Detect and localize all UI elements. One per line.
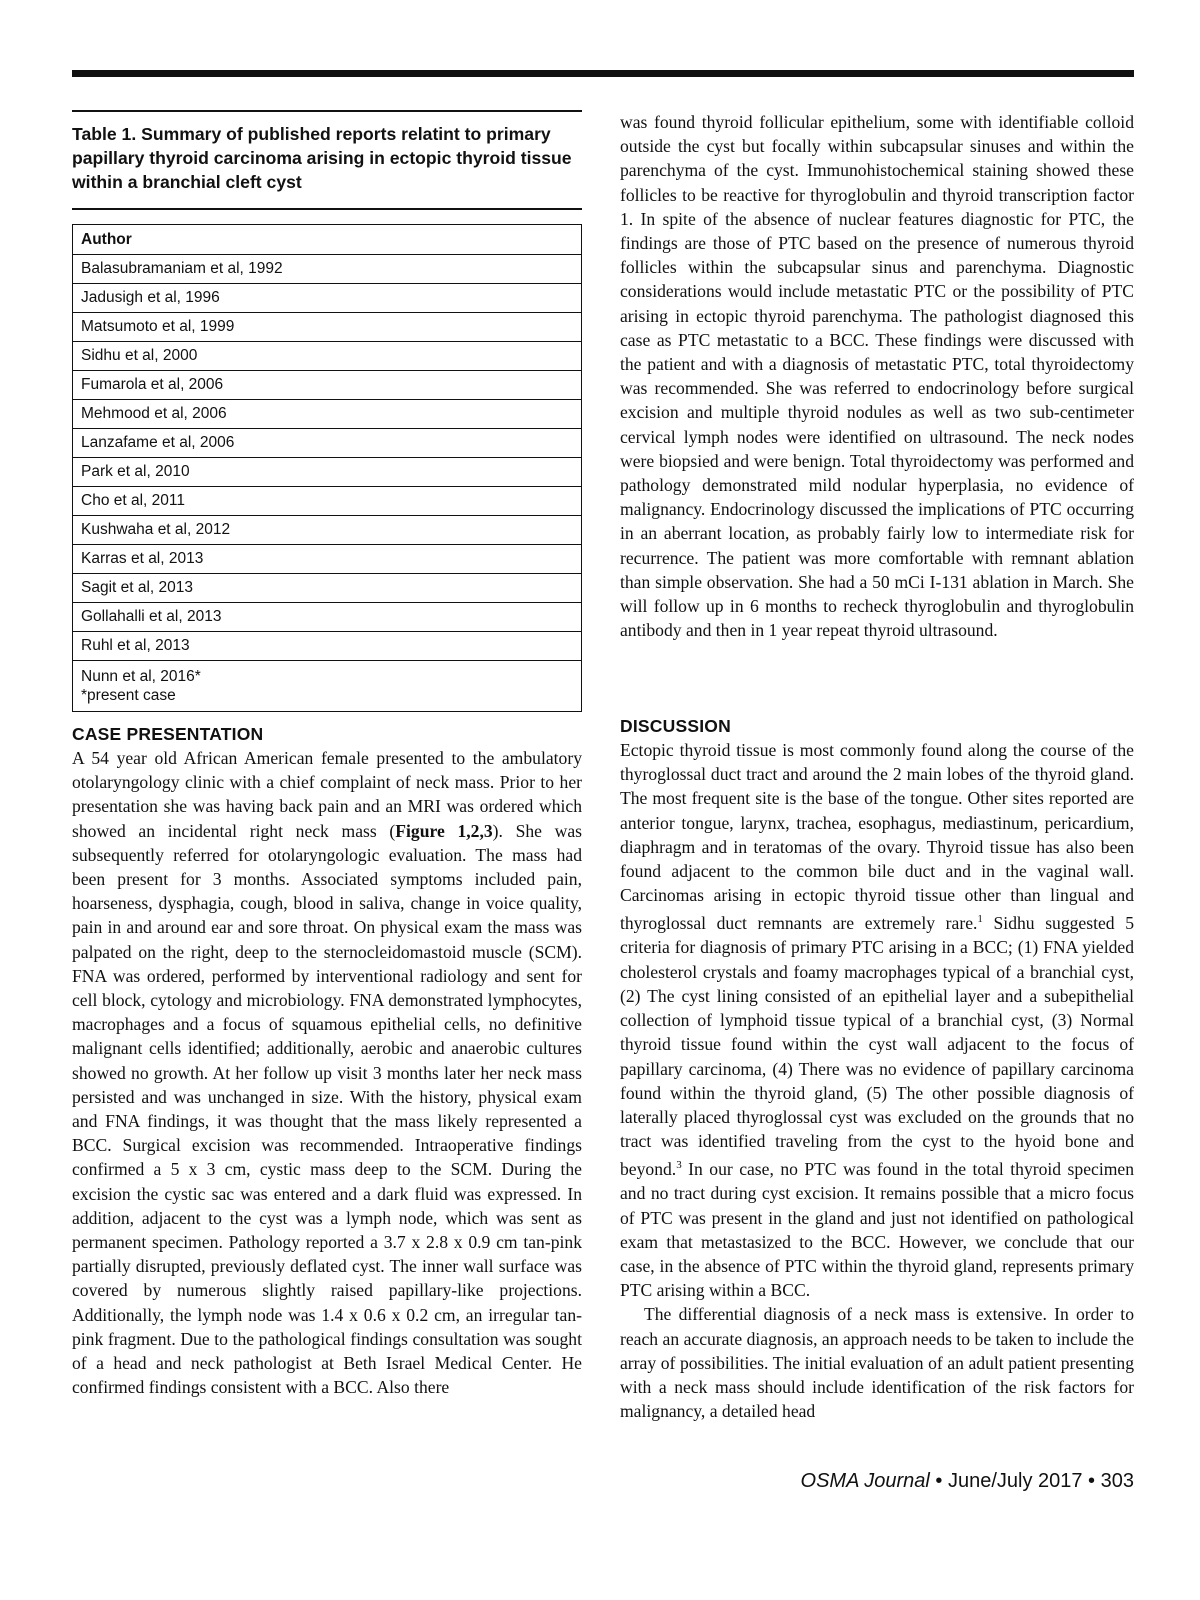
table-row: [73, 342, 582, 371]
table-cell: Kushwaha et al, 2012: [73, 516, 582, 545]
table-row: [73, 632, 582, 661]
table-cell: Gollahalli et al, 2013: [73, 603, 582, 632]
case-presentation-text: [72, 746, 582, 1399]
discussion-text-b: Sidhu suggested 5 criteria for diagnosis of primary PTC arising in a BCC; (1) FNA yielded cholesterol crystals and foamy macrophages typical of a branchial cyst, (2) The cyst lining consisted of an epithelial layer and a subepithelial collection of lymphoid tissue typical of a branchial cyst, (3) Normal thyroid tissue found within the cyst wall adjacent to the focus of papillary carcinoma, (4) There was no evidence of papillary carcinoma found within the thyroid gland, (5) The other possible diagnosis of laterally placed thyroglossal cyst was excluded on the grounds that no tract was identified traveling from the cyst to the hyoid bone and beyond.: [620, 913, 1134, 1180]
table-cell: Sagit et al, 2013: [73, 574, 582, 603]
case-presentation-section: [72, 722, 582, 1399]
discussion-paragraph-2: The differential diagnosis of a neck mass is extensive. In order to reach an accurate diagnosis, an approach needs to be taken to include the array of possibilities. The initial evaluation of an adult patient presenting with a neck mass should include identification of the risk factors for malignancy, a detailed head: [620, 1304, 1134, 1422]
right-column: [620, 110, 1134, 642]
table-row: [73, 516, 582, 545]
case-continuation-text: was found thyroid follicular epithelium, some with identifiable colloid outside the cyst but focally within subcapsular sinuses and within the parenchyma of the cyst. Immunohistochemical staining showed these follicles to be reactive for thyroglobulin and thyroid transcription factor 1. In spite of the absence of nuclear features diagnostic for PTC, the findings are those of PTC based on the presence of numerous thyroid follicles within the subcapsular sinus and parenchyma. Diagnostic considerations would include metastatic PTC or the possibility of PTC arising in ectopic thyroid parenchyma. The pathologist diagnosed this case as PTC metastatic to a BCC. These findings were discussed with the patient and with a diagnosis of metastatic PTC, total thyroidectomy was recommended. She was referred to endocrinology before surgical excision and multiple thyroid nodules as well as two sub-centimeter cervical lymph nodes were identified on ultrasound. The neck nodes were biopsied and were benign. Total thyroidectomy was performed and pathology demonstrated mild nodular hyperplasia, no evidence of malignancy. Endocrinology discussed the implications of PTC occurring in an aberrant location, as probably fairly low to intermediate risk for recurrence. The patient was more comfortable with remnant ablation than simple observation. She had a 50 mCi I-131 ablation in March. She will follow up in 6 months to recheck thyroglobulin and thyroglobulin antibody and then in 1 year repeat thyroid ultrasound.: [620, 112, 1134, 641]
case-presentation-heading: CASE PRESENTATION: [72, 724, 264, 744]
table-cell: Sidhu et al, 2000: [73, 342, 582, 371]
table-cell: Matsumoto et al, 1999: [73, 313, 582, 342]
table-row: [73, 487, 582, 516]
table-row: [73, 400, 582, 429]
discussion-section: [620, 714, 1134, 1423]
table-row: [73, 313, 582, 342]
discussion-heading: DISCUSSION: [620, 716, 731, 736]
case-text-part2: ). She was subsequently referred for otolaryngologic evaluation. The mass had been present for 3 months. Associated symptoms included pain, hoarseness, dysphagia, cough, blood in saliva, change in voice quality, pain in and around ear and sore throat. On physical exam the mass was palpated on the right, deep to the sternocleidomastoid muscle (SCM). FNA was ordered, performed by interventional radiology and sent for cell block, cytology and microbiology. FNA demonstrated lymphocytes, macrophages and a focus of squamous epithelial cells, no definitive malignant cells identified; additionally, aerobic and anaerobic cultures showed no growth. At her follow up visit 3 months later her neck mass persisted and was unchanged in size. With the history, physical exam and FNA findings, it was thought that the mass likely represented a BCC. Surgical excision was recommended. Intraoperative findings confirmed a 5 x 3 cm, cystic mass deep to the SCM. During the excision the cystic sac was entered and a dark fluid was expressed. In addition, adjacent to the cyst was a lymph node, which was sent as permanent specimen. Pathology reported a 3.7 x 2.8 x 0.9 cm tan-pink partially disrupted, previously deflated cyst. The inner wall surface was covered by numerous slightly raised papillary-like projections. Additionally, the lymph node was 1.4 x 0.6 x 0.2 cm, an irregular tan-pink fragment. Due to the pathological findings consultation was sought of a head and neck pathologist at Beth Israel Medical Center. He confirmed findings consistent with a BCC. Also there: [72, 820, 583, 1398]
table-cell: Mehmood et al, 2006: [73, 400, 582, 429]
caption-bottom-rule: [72, 208, 582, 210]
caption-top-rule: [72, 110, 582, 112]
table-cell: Jadusigh et al, 1996: [73, 284, 582, 313]
table-row: [73, 458, 582, 487]
table-cell-last: [73, 661, 582, 712]
table-cell: Ruhl et al, 2013: [73, 632, 582, 661]
journal-issue: • June/July 2017 •: [929, 1470, 1101, 1492]
table-row: [73, 545, 582, 574]
table-row: [73, 255, 582, 284]
table-row: [73, 371, 582, 400]
figure-reference: Figure 1,2,3: [395, 820, 493, 841]
table-cell: Balasubramaniam et al, 1992: [73, 255, 582, 284]
table-header-author: Author: [73, 225, 582, 255]
table-footnote: *present case: [81, 687, 176, 704]
table-cell: Cho et al, 2011: [73, 487, 582, 516]
author-table: [72, 224, 582, 712]
page-number: 303: [1100, 1470, 1134, 1492]
discussion-text-a: Ectopic thyroid tissue is most commonly found along the course of the thyroglossal duct tract and around the 2 main lobes of the thyroid gland. The most frequent site is the base of the tongue. Other sites reported are anterior tongue, larynx, trachea, esophagus, mediastinum, pericardium, diaphragm and in teratomas of the ovary. Thyroid tissue has also been found adjacent to the common bile duct and in the vaginal wall. Carcinomas arising in ectopic thyroid tissue other than lingual and thyroglossal duct remnants are extremely rare.: [620, 740, 1134, 934]
discussion-text-c: In our case, no PTC was found in the total thyroid specimen and no tract during cyst excision. It remains possible that a micro focus of PTC was present in the gland and just not identified on pathological exam that metastasized to the BCC. However, we conclude that our case, in the absence of PTC within the thyroid gland, represents primary PTC arising within a BCC.: [620, 1159, 1134, 1301]
table-row: [73, 284, 582, 313]
last-row-author: Nunn et al, 2016*: [81, 668, 201, 685]
page-footer: [801, 1470, 1134, 1493]
case-text-part1: A 54 year old African American female presented to the ambulatory otolaryngology clinic with a chief complaint of neck mass. Prior to her presentation she was having back pain and an MRI was ordered which showed an incidental right neck mass (: [72, 748, 582, 841]
table-row: [73, 429, 582, 458]
table-caption: Table 1. Summary of published reports relatint to primary papillary thyroid carcinoma arising in ectopic thyroid tissue within a branchial cleft cyst: [72, 124, 572, 192]
table-row: [73, 603, 582, 632]
table-cell: Park et al, 2010: [73, 458, 582, 487]
journal-name: OSMA Journal: [800, 1470, 930, 1492]
table-cell: Lanzafame et al, 2006: [73, 429, 582, 458]
citation-1: 1: [977, 913, 983, 926]
table-row-last: [73, 661, 582, 712]
table-row: [73, 574, 582, 603]
left-column: [72, 110, 582, 712]
table-header-row: [73, 225, 582, 255]
discussion-paragraph-1: [620, 738, 1134, 1302]
table-cell: Fumarola et al, 2006: [73, 371, 582, 400]
top-rule: [72, 70, 1134, 77]
table-cell: Karras et al, 2013: [73, 545, 582, 574]
citation-3: 3: [676, 1159, 682, 1172]
